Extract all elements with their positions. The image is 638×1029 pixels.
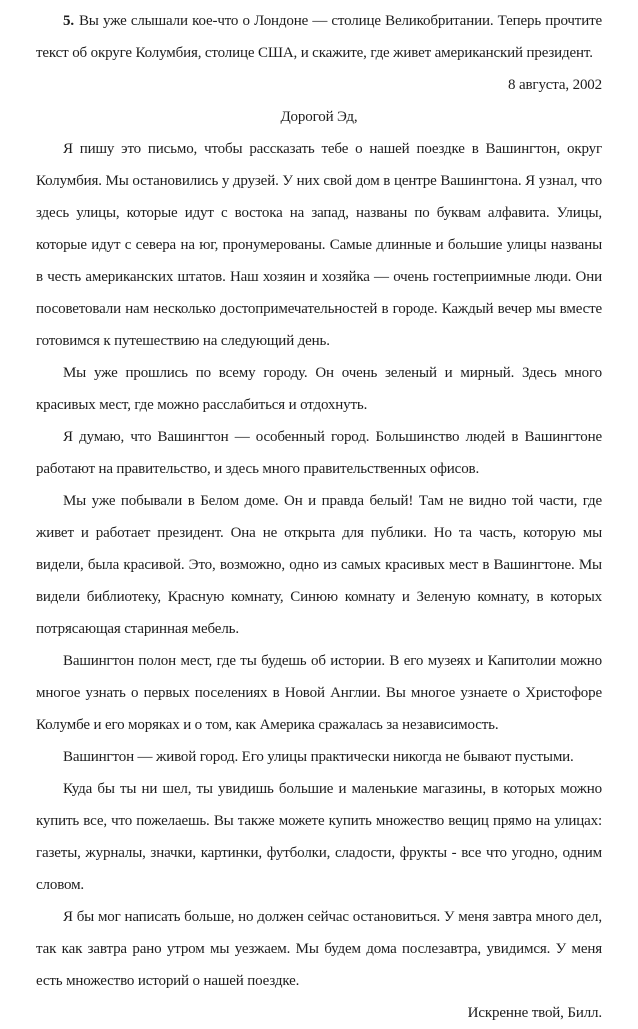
letter-paragraph: Вашингтон — живой город. Его улицы практически никогда не бывают пустыми. xyxy=(63,749,574,765)
task-paragraph xyxy=(36,5,602,69)
letter-signature: Искренне твой, Билл. xyxy=(467,1005,602,1021)
task-number: 5. xyxy=(63,13,74,29)
letter-paragraph: Я бы мог написать больше, но должен сейчас остановиться. У меня завтра много дел, так как завтра рано утром мы уезжаем. Мы будем дома послезавтра, увидимся. У меня есть множество историй о нашей поездке. xyxy=(36,909,602,989)
letter-greeting: Дорогой Эд, xyxy=(280,109,358,125)
task-text: Вы уже слышали кое-что о Лондоне — столице Великобритании. Теперь прочтите текст об округе Колумбия, столице США, и скажите, где живет американский президент. xyxy=(36,13,602,61)
letter-paragraph: Я пишу это письмо, чтобы рассказать тебе о нашей поездке в Вашингтон, округ Колумбия. Мы остановились у друзей. У них свой дом в центре Вашингтона. Я узнал, что здесь улицы, которые идут с востока на запад, названы по буквам алфавита. Улицы, которые идут с севера на юг, пронумерованы. Самые длинные и большие улицы названы в честь американских штатов. Наш хозяин и хозяйка — очень гостеприимные люди. Они посоветовали нам несколько достопримечательностей в городе. Каждый вечер мы вместе готовимся к путешествию на следующий день. xyxy=(36,141,602,349)
letter-paragraph: Мы уже побывали в Белом доме. Он и правда белый! Там не видно той части, где живет и работает президент. Она не открыта для публики. Но та часть, которую мы видели, была красивой. Это, возможно, одно из самых красивых мест в Вашингтоне. Мы видели библиотеку, Красную комнату, Синюю комнату и Зеленую комнату, в которых потрясающая старинная мебель. xyxy=(36,493,602,637)
letter-paragraph: Я думаю, что Вашингтон — особенный город. Большинство людей в Вашингтоне работают на правительство, и здесь много правительственных офисов. xyxy=(36,429,602,477)
letter-paragraph: Куда бы ты ни шел, ты увидишь большие и маленькие магазины, в которых можно купить все, что пожелаешь. Вы также можете купить множество вещиц прямо на улицах: газеты, журналы, значки, картинки, футболки, сладости, фрукты - все что угодно, одним словом. xyxy=(36,781,602,893)
letter-paragraph: Вашингтон полон мест, где ты будешь об истории. В его музеях и Капитолии можно многое узнать о первых поселениях в Новой Англии. Вы многое узнаете о Христофоре Колумбе и его моряках и о том, как Америка сражалась за независимость. xyxy=(36,653,602,733)
letter-paragraph: Мы уже прошлись по всему городу. Он очень зеленый и мирный. Здесь много красивых мест, где можно расслабиться и отдохнуть. xyxy=(36,365,602,413)
letter-date: 8 августа, 2002 xyxy=(508,77,602,93)
